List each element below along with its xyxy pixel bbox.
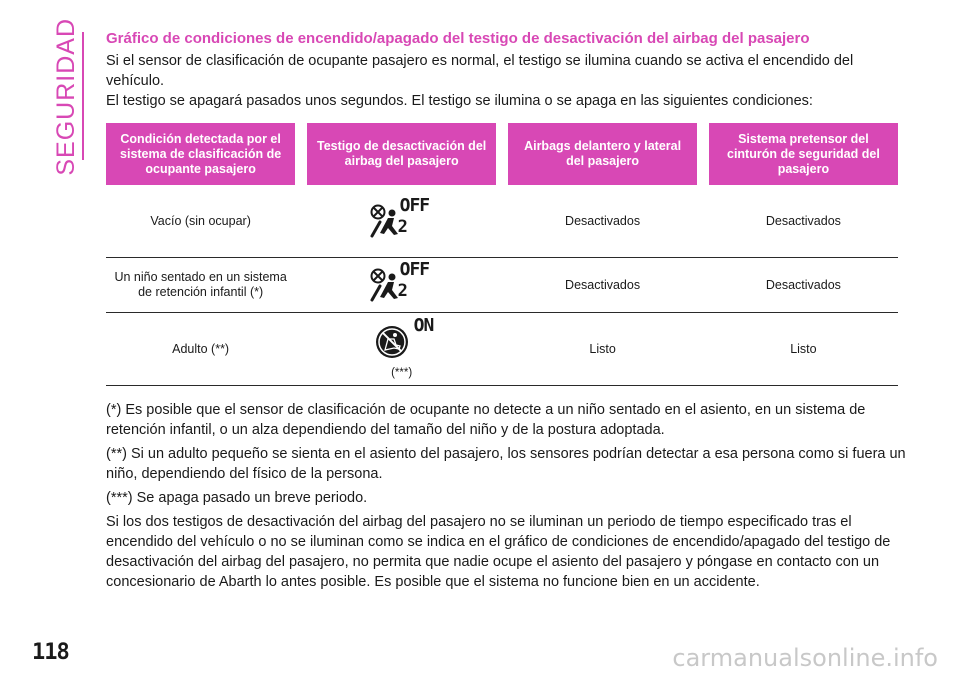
cell-airbags: Listo (508, 313, 697, 386)
header-airbags: Airbags delantero y lateral del pasajero (508, 123, 697, 185)
header-indicator: Testigo de desactivación del airbag del pasajero (307, 123, 496, 185)
indicator-label: ON (413, 314, 434, 336)
page-number: 118 (32, 640, 69, 665)
table-row (106, 258, 898, 313)
cell-condition: Adulto (**) (106, 313, 295, 386)
indicator-number: 2 (397, 217, 408, 237)
intro-text (106, 51, 906, 111)
footnote: (**) Si un adulto pequeño se sienta en el asiento del pasajero, los sensores podrían detectar a esa persona como si fuera un niño, dependiendo del físico de la persona. (106, 446, 906, 482)
airbag-on-icon (362, 314, 442, 364)
cell-indicator (307, 313, 496, 386)
section-divider (82, 32, 84, 160)
indicator-label: OFF (399, 195, 430, 216)
cell-indicator (307, 185, 496, 258)
cell-condition: Un niño sentado en un sistema de retención infantil (*) (106, 258, 295, 313)
intro-paragraph: Si el sensor de clasificación de ocupante pasajero es normal, el testigo se ilumina cuando se activa el encendido del vehículo. (106, 53, 854, 89)
indicator-number: 2 (397, 281, 408, 301)
table-row (106, 313, 898, 386)
cell-airbags: Desactivados (508, 185, 697, 258)
header-condition: Condición detectada por el sistema de clasificación de ocupante pasajero (106, 123, 295, 185)
indicator-label: OFF (399, 259, 430, 280)
cell-pretensioner: Desactivados (709, 185, 898, 258)
watermark: carmanualsonline.info (672, 644, 938, 672)
page-content (106, 30, 906, 596)
cell-airbags: Desactivados (508, 258, 697, 313)
section-tab (51, 18, 80, 176)
footnotes (106, 400, 906, 592)
section-title: Gráfico de condiciones de encendido/apagado del testigo de desactivación del airbag del pasajero (106, 30, 810, 47)
cell-condition: Vacío (sin ocupar) (106, 185, 295, 258)
table-header-row (106, 123, 898, 185)
closing-paragraph: Si los dos testigos de desactivación del airbag del pasajero no se iluminan un periodo de tiempo especificado tras el encendido del vehículo o no se iluminan como se indica en el gráfico de condiciones de encendido/apagado del testigo de desactivación del airbag del pasajero, no permita que nadie ocupe el asiento del pasajero y póngase en contacto con un concesionario de Abarth lo antes posible. Es posible que el sistema no funcione bien en un accidente. (106, 514, 891, 590)
cell-pretensioner: Desactivados (709, 258, 898, 313)
header-pretensioner: Sistema pretensor del cinturón de seguridad del pasajero (709, 123, 898, 185)
indicator-note: (***) (391, 366, 413, 379)
table-row (106, 185, 898, 258)
footnote: (*) Es posible que el sensor de clasificación de ocupante no detecte a un niño sentado en el asiento, en un sistema de retención infantil, o un alza dependiendo del tamaño del niño y de la postura adoptada. (106, 402, 866, 438)
cell-pretensioner: Listo (709, 313, 898, 386)
section-tab-label: SEGURIDAD (51, 18, 80, 176)
footnote: (***) Se apaga pasado un breve periodo. (106, 490, 368, 506)
cell-indicator (307, 258, 496, 313)
conditions-table (106, 123, 898, 386)
airbag-off-icon (362, 195, 442, 244)
airbag-off-icon (362, 259, 442, 308)
intro-paragraph: El testigo se apagará pasados unos segundos. El testigo se ilumina o se apaga en las siguientes condiciones: (106, 93, 813, 109)
